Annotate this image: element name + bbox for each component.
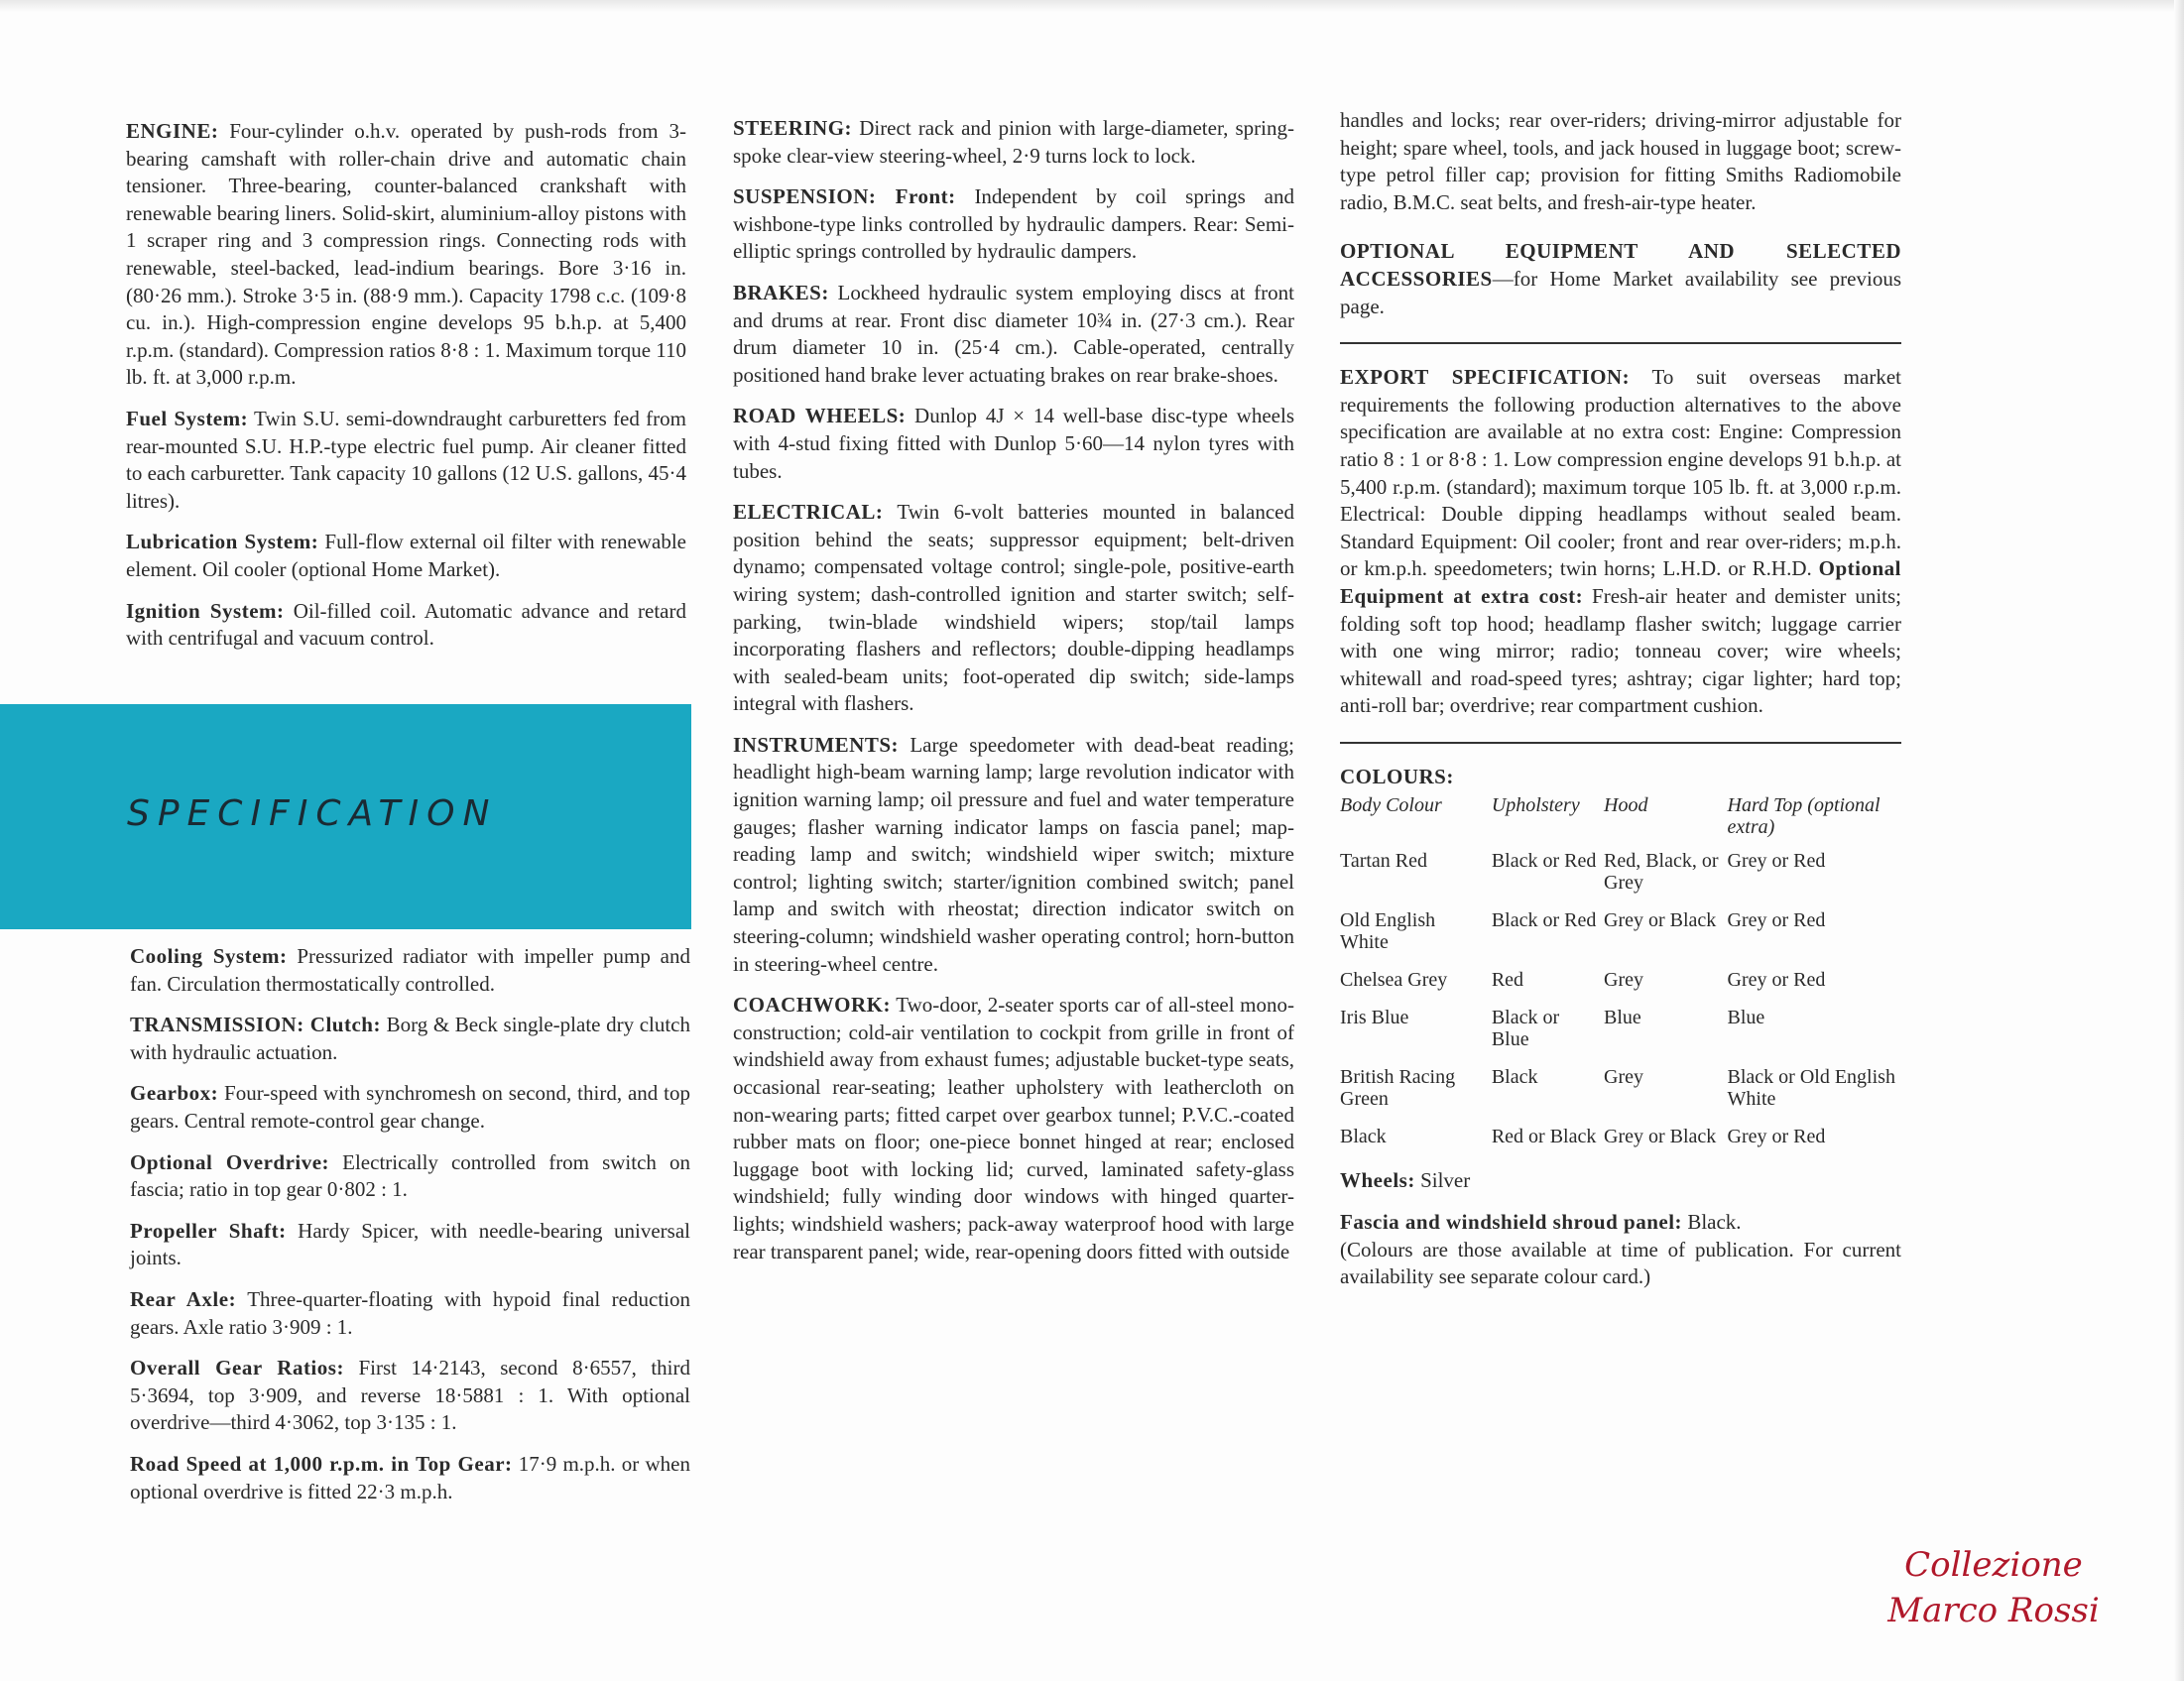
spec-text: Full-flow external oil filter with renewable element. Oil cooler (optional Home Market). (126, 530, 687, 581)
spec-paragraph (733, 992, 1294, 1265)
spec-heading: ROAD WHEELS: (733, 404, 907, 428)
spec-heading: Overall Gear Ratios: (130, 1356, 344, 1381)
colours-footnote: (Colours are those available at time of publication. For current availability see separate colour card.) (1340, 1237, 1901, 1289)
spec-paragraph (733, 403, 1294, 485)
spec-text: Large speedometer with dead-beat reading; headlight high-beam warning lamp; large revolution indicator with ignition warning lamp; oil pressure and fuel and water temperature gauges; flasher warning indicator lamps on fascia panel; map-reading lamp and switch; windshield wiper switch; mixture control; lighting switch; starter/ignition combined switch; panel lamp and switch with rheostat; direction indicator switch on steering-column; windshield washer operating control; horn-button in steering-wheel centre. (733, 732, 1294, 976)
colours-cell: Chelsea Grey (1340, 969, 1448, 992)
spec-heading: Lubrication System: (126, 530, 319, 554)
spec-text: Independent by coil springs and wishbone-type links controlled by hydraulic dampers. Rear: Semi-elliptic springs controlled by hydraulic dampers. (733, 184, 1294, 264)
spec-paragraph (130, 1218, 690, 1272)
spec-text: Two-door, 2-seater sports car of all-steel mono-construction; cold-air ventilation to cockpit from grille in front of windshield away from exhaust fumes; adjustable bucket-type seats, occasional rear-seating; leather upholstery with leathercloth on non-wearing parts; fitted carpet over gearbox tunnel; P.V.C.-coated rubber mats on floor; one-piece bonnet hinged at rear; enclosed luggage boot with locking lid; curved, laminated safety-glass windshield; fully winding door windows with hinged quarter-lights; windshield washers; pack-away waterproof hood with large rear transparent panel; wide, rear-opening doors fitted with outside (733, 993, 1294, 1263)
column-3 (1340, 107, 1901, 1305)
spec-paragraph (126, 598, 686, 653)
colours-cell: Grey or Black (1604, 909, 1717, 932)
spec-heading: Ignition System: (126, 598, 285, 623)
colours-cell: Grey or Red (1727, 1126, 1826, 1148)
colours-cell: Tartan Red (1340, 850, 1428, 873)
optional-equipment: OPTIONAL EQUIPMENT AND SELECTED ACCESSORIES—for Home Market availability see previous page. (1340, 239, 1901, 318)
column-1-top (126, 118, 686, 666)
spec-text: Four-cylinder o.h.v. operated by push-rods from 3-bearing camshaft with roller-chain drive and automatic chain tensioner. Three-bearing, counter-balanced crankshaft with renewable bearing liners. Solid-skirt, aluminium-alloy pistons with 1 scraper ring and 3 compression rings. Connecting rods with renewable, steel-backed, lead-indium bearings. Bore 3·16 in. (80·26 mm.). Stroke 3·5 in. (88·9 mm.). Capacity 1798 c.c. (109·8 cu. in.). High-compression engine develops 95 b.h.p. at 5,400 r.p.m. (standard). Compression ratios 8·8 : 1. Maximum torque 110 lb. ft. at 3,000 r.p.m. (126, 119, 686, 390)
spec-text: Three-quarter-floating with hypoid final reduction gears. Axle ratio 3·909 : 1. (130, 1286, 690, 1339)
colours-cell: Blue (1604, 1007, 1641, 1029)
column-1-bottom (130, 943, 690, 1519)
colours-cell: Black or Red (1491, 850, 1597, 873)
spec-paragraph (733, 115, 1294, 170)
spec-heading: SUSPENSION: Front: (733, 184, 956, 209)
colours-cell: Grey or Red (1727, 909, 1826, 932)
spec-paragraph (126, 118, 686, 392)
spec-paragraph (130, 1080, 690, 1135)
header-hard-top: Hard Top (optional extra) (1727, 794, 1881, 839)
colours-cell: Grey (1604, 1066, 1643, 1089)
spec-paragraph (126, 406, 686, 515)
spec-text: Hardy Spicer, with needle-bearing universal joints. (130, 1218, 691, 1270)
spec-paragraph (130, 1286, 690, 1341)
spec-paragraph (733, 183, 1294, 266)
spec-text: Four-speed with synchromesh on second, third, and top gears. Central remote-control gear change. (130, 1081, 690, 1133)
spec-heading: STEERING: (733, 116, 853, 140)
spec-paragraph (733, 499, 1294, 718)
collection-signature (1875, 1542, 2113, 1633)
spec-paragraph (130, 1451, 690, 1505)
spec-heading: ELECTRICAL: (733, 500, 884, 525)
colours-cell: Grey or Black (1604, 1126, 1717, 1148)
spec-text: Twin 6-volt batteries mounted in balanced position behind the seats; suppressor equipment; belt-driven dynamo; compensated voltage control; single-pole, positive-earth wiring system; dash-controlled ignition and starter switch; self-parking, twin-blade windshield wipers; stop/tail lamps incorporating flashers and reflectors; double-dipping headlamps with sealed-beam units; foot-operated dip switch; side-lamps integral with flashers. (733, 500, 1294, 716)
divider-rule-1 (1340, 342, 1901, 344)
spec-heading: Gearbox: (130, 1081, 219, 1106)
coachwork-continuation: handles and locks; rear over-riders; driving-mirror adjustable for height; spare wheel, tools, and jack housed in luggage boot; screw-type petrol filler cap; provision for fitting Smiths Radiomobile radio, B.M.C. seat belts, and fresh-air-type heater. (1340, 108, 1901, 214)
colours-cell: British Racing Green (1340, 1066, 1456, 1111)
specification-title: SPECIFICATION (127, 793, 498, 834)
colours-cell: Black (1340, 1126, 1387, 1148)
colours-cell: Red or Black (1491, 1126, 1597, 1148)
spec-text: Oil-filled coil. Automatic advance and retard with centrifugal and vacuum control. (126, 598, 686, 651)
colours-table (1340, 794, 1901, 1163)
wheels-line: Wheels: Silver (1340, 1168, 1471, 1193)
colours-header-row (1340, 794, 1901, 850)
spec-paragraph (130, 1355, 690, 1437)
spec-paragraph (733, 732, 1294, 978)
spec-paragraph (130, 943, 690, 998)
spec-heading: Rear Axle: (130, 1286, 237, 1311)
page-right-edge (2174, 0, 2184, 1681)
colours-row (1340, 850, 1901, 909)
signature-line-1: Collezione (1904, 1545, 2083, 1585)
header-body-colour: Body Colour (1340, 794, 1442, 817)
spec-heading: Propeller Shaft: (130, 1218, 287, 1243)
spec-paragraph (126, 529, 686, 583)
colours-row (1340, 1126, 1901, 1163)
column-2 (733, 115, 1294, 1279)
export-specification: EXPORT SPECIFICATION: To suit overseas market requirements the following production alternatives to the above specification are available at no extra cost: Engine: Compression ratio 8 : 1 or 8·8 : 1. Low compression engine develops 91 b.h.p. at 5,400 r.p.m. (standard); maximum torque 105 lb. ft. at 3,000 r.p.m. Electrical: Double dipping headlamps without sealed beam. Standard Equipment: Oil cooler; front and rear over-riders; m.p.h. or km.p.h. speedometers; twin horns; L.H.D. or R.H.D. Optional Equipment at extra cost: Fresh-air heater and demister units; folding soft top hood; headlamp flasher switch; luggage carrier with one wing mirror; radio; tonneau cover; wire wheels; whitewall and road-speed tyres; ashtray; cigar lighter; hard top; anti-roll bar; overdrive; rear compartment cushion. (1340, 365, 1901, 718)
colours-cell: Grey or Red (1727, 969, 1826, 992)
spec-heading: Fuel System: (126, 406, 249, 430)
spec-heading: Optional Overdrive: (130, 1149, 330, 1174)
colours-cell: Red, Black, or Grey (1604, 850, 1719, 895)
colours-cell: Blue (1727, 1007, 1765, 1029)
spec-heading: COACHWORK: (733, 993, 891, 1018)
spec-paragraph (733, 280, 1294, 389)
signature-line-2: Marco Rossi (1887, 1591, 2100, 1630)
colours-cell: Black or Blue (1491, 1007, 1560, 1051)
spec-heading: INSTRUMENTS: (733, 732, 900, 757)
colours-row (1340, 1007, 1901, 1066)
spec-text: Pressurized radiator with impeller pump and fan. Circulation thermostatically controlled. (130, 944, 690, 996)
colours-body (1340, 850, 1901, 1163)
colours-cell: Old English White (1340, 909, 1436, 954)
divider-rule-2 (1340, 742, 1901, 744)
colours-cell: Iris Blue (1340, 1007, 1409, 1029)
spec-heading: BRAKES: (733, 280, 829, 304)
page-top-edge (0, 0, 2184, 12)
header-hood: Hood (1604, 794, 1648, 817)
spec-text: First 14·2143, second 8·6557, third 5·3694, top 3·909, and reverse 18·5881 : 1. With optional overdrive—third 4·3062, top 3·135 : 1. (130, 1356, 690, 1435)
colours-cell: Black or Red (1491, 909, 1597, 932)
colours-title: COLOURS: (1340, 764, 1454, 788)
colours-cell: Red (1491, 969, 1524, 992)
spec-text: Borg & Beck single-plate dry clutch with hydraulic actuation. (130, 1013, 691, 1064)
spec-text: Electrically controlled from switch on fascia; ratio in top gear 0·802 : 1. (130, 1149, 690, 1202)
colours-cell: Grey or Red (1727, 850, 1826, 873)
spec-paragraph (130, 1149, 690, 1204)
spec-text: Twin S.U. semi-downdraught carburetters fed from rear-mounted S.U. H.P.-type electric fuel pump. Air cleaner fitted to each carburetter. Tank capacity 10 gallons (12 U.S. gallons, 45·4 litres). (126, 406, 686, 513)
header-upholstery: Upholstery (1491, 794, 1580, 817)
spec-heading: ENGINE: (126, 119, 219, 143)
colours-row (1340, 909, 1901, 969)
colours-cell: Black (1491, 1066, 1538, 1089)
spec-text: Direct rack and pinion with large-diameter, spring-spoke clear-view steering-wheel, 2·9 turns lock to lock. (733, 116, 1294, 168)
spec-text: Dunlop 4J × 14 well-base disc-type wheels with 4-stud fixing fitted with Dunlop 5·60—14 nylon tyres with tubes. (733, 404, 1294, 483)
spec-text: Lockheed hydraulic system employing discs at front and drums at rear. Front disc diameter 10¾ in. (27·3 cm.). Rear drum diameter 10 in. (25·4 cm.). Cable-operated, centrally positioned hand brake lever actuating brakes on rear brake-shoes. (733, 280, 1294, 387)
fascia-line: Fascia and windshield shroud panel: Black. (1340, 1210, 1742, 1235)
colours-row (1340, 1066, 1901, 1126)
colours-cell: Grey (1604, 969, 1643, 992)
spec-paragraph (130, 1012, 690, 1066)
colours-cell: Black or Old English White (1727, 1066, 1895, 1111)
spec-heading: Road Speed at 1,000 r.p.m. in Top Gear: (130, 1451, 513, 1476)
spec-heading: TRANSMISSION: Clutch: (130, 1013, 381, 1037)
colours-row (1340, 969, 1901, 1007)
spec-text: 17·9 m.p.h. or when optional overdrive is fitted 22·3 m.p.h. (130, 1451, 690, 1503)
spec-heading: Cooling System: (130, 944, 288, 968)
